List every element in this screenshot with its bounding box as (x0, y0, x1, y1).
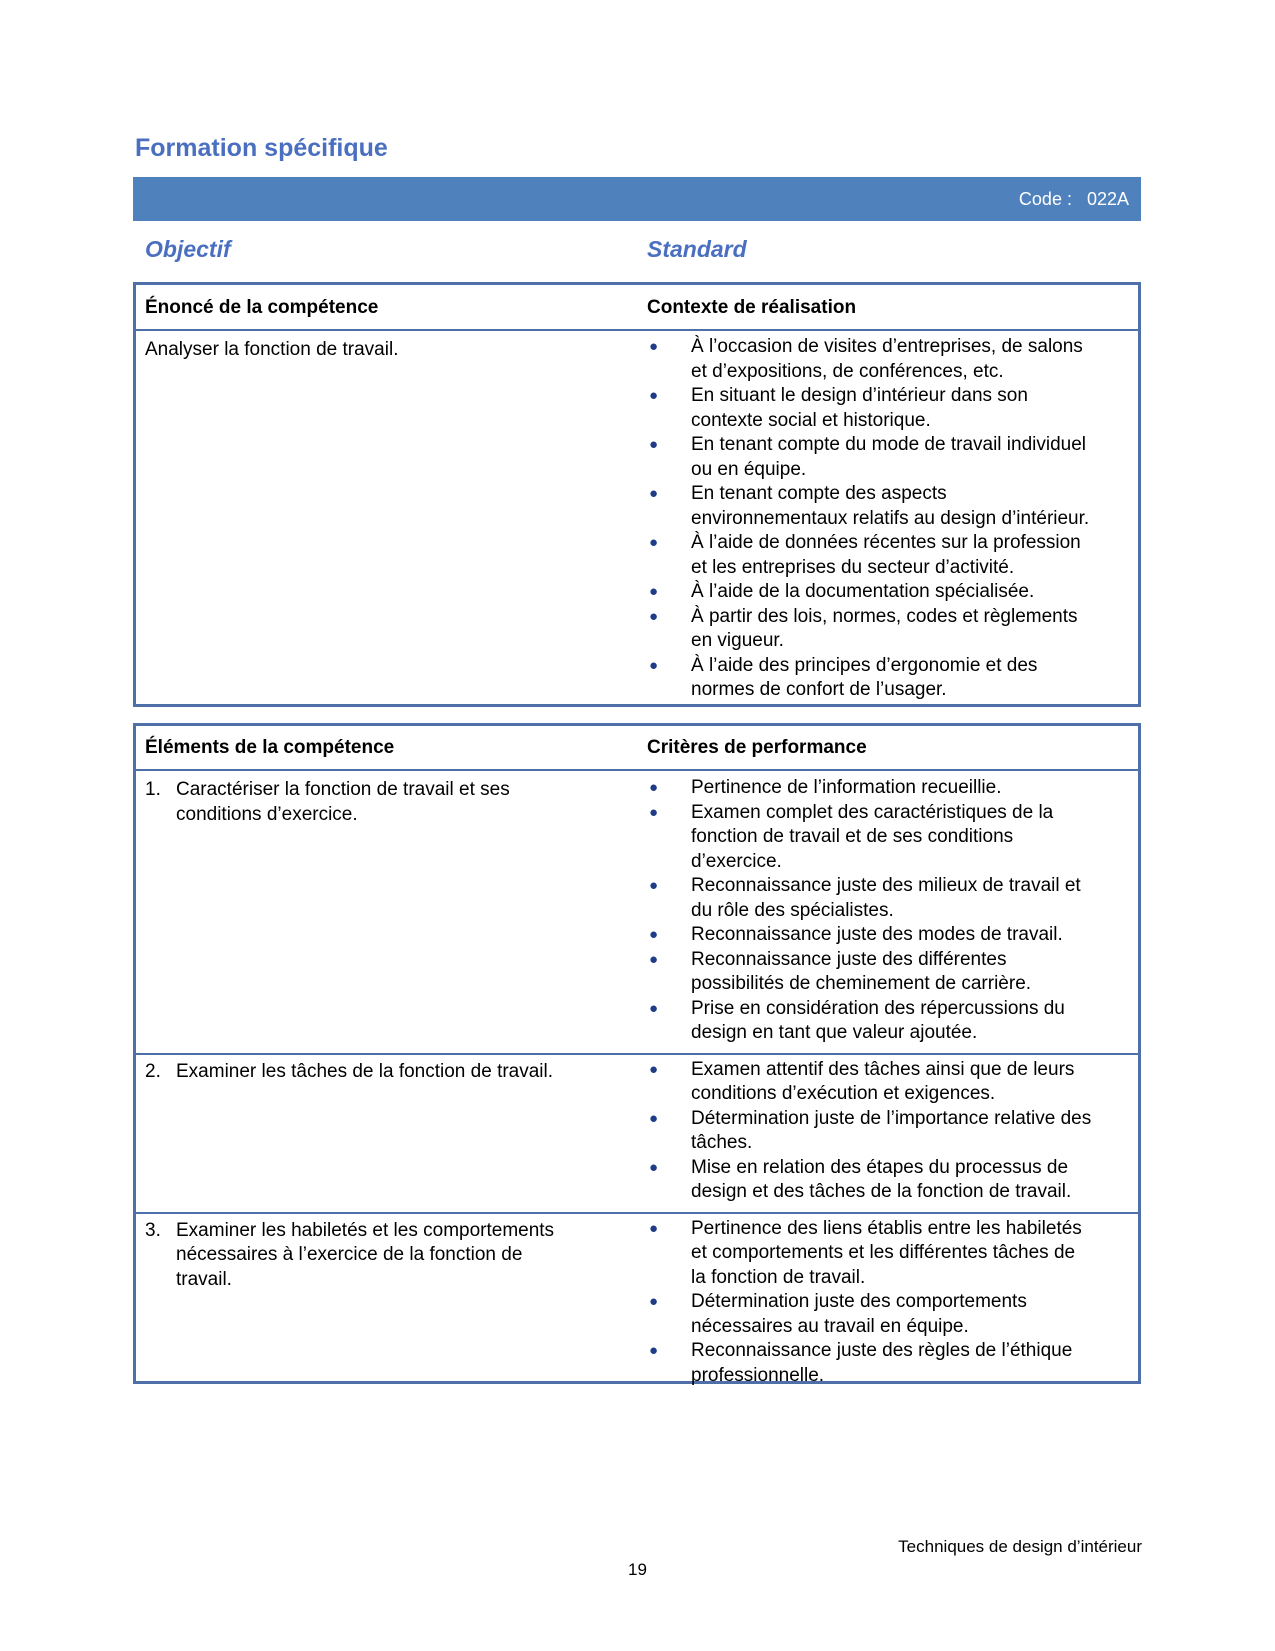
contexte-item-line: En situant le design d’intérieur dans son (691, 385, 1028, 406)
critere-item-line: conditions d’exécution et exigences. (691, 1083, 996, 1104)
bullet-icon: ● (649, 485, 659, 502)
element-text-line: nécessaires à l’exercice de la fonction de (176, 1244, 523, 1265)
code-bar (133, 177, 1141, 221)
bullet-icon: ● (649, 877, 659, 894)
critere-item-line: fonction de travail et de ses conditions (691, 826, 1014, 847)
contexte-item-line: normes de confort de l’usager. (691, 679, 947, 700)
competence-table (133, 282, 1141, 707)
header-divider (136, 769, 1138, 771)
element-text-line: conditions d’exercice. (176, 803, 358, 825)
enonce-text: Analyser la fonction de travail. (145, 339, 399, 360)
critere-item-line: design en tant que valeur ajoutée. (691, 1022, 978, 1043)
footer-program: Techniques de design d’intérieur (898, 1537, 1142, 1556)
element-number: 3. (145, 1219, 161, 1241)
critere-item-line: tâches. (691, 1132, 753, 1153)
bullet-icon: ● (649, 1060, 659, 1078)
bullet-icon: ● (649, 1109, 659, 1127)
bullet-icon: ● (649, 1219, 659, 1237)
bullet-icon: ● (649, 436, 659, 453)
bullet-icon: ● (649, 656, 659, 674)
element-text-line: Examiner les habiletés et les comportements (176, 1219, 555, 1241)
bullet-icon: ● (649, 926, 659, 943)
page-number: 19 (628, 1560, 647, 1579)
header-divider (136, 329, 1138, 331)
element-text-line: travail. (176, 1268, 232, 1290)
contexte-item-line: ou en équipe. (691, 458, 807, 480)
element-text-line: Examiner les tâches de la fonction de travail. (176, 1060, 554, 1082)
critere-item-line: professionnelle. (691, 1364, 825, 1386)
code-label: Code : 022A (1018, 189, 1129, 209)
critere-item-line: possibilités de cheminement de carrière. (691, 973, 1032, 994)
contexte-item-line: environnementaux relatifs au design d’intérieur. (691, 507, 1090, 529)
critere-item-line: Reconnaissance juste des milieux de travail et (691, 875, 1081, 896)
critere-item-line: Reconnaissance juste des règles de l’éthique (691, 1340, 1073, 1361)
contexte-item-line: En tenant compte du mode de travail individuel (691, 434, 1087, 455)
bullet-icon: ● (649, 583, 659, 600)
contexte-item-line: À l’aide de données récentes sur la profession (691, 532, 1081, 553)
critere-item-line: Examen attentif des tâches ainsi que de leurs (691, 1058, 1075, 1080)
criteres-header: Critères de performance (647, 737, 867, 758)
critere-item-line: et comportements et les différentes tâches de (691, 1242, 1076, 1263)
contexte-item-line: À l’aide des principes d’ergonomie et des (691, 654, 1038, 676)
critere-item-line: Prise en considération des répercussions du (691, 997, 1065, 1019)
section-title: Formation spécifique (135, 134, 388, 162)
bullet-icon: ● (649, 387, 659, 404)
critere-item-line: Pertinence de l’information recueillie. (691, 777, 1002, 798)
critere-item-line: d’exercice. (691, 850, 782, 872)
contexte-item-line: À l’aide de la documentation spécialisée. (691, 581, 1035, 602)
bullet-icon: ● (649, 1342, 659, 1359)
element-number: 2. (145, 1060, 161, 1082)
objectif-heading: Objectif (145, 236, 231, 262)
contexte-item-line: À l’occasion de visites d’entreprises, de salons (691, 336, 1083, 357)
critere-item-line: du rôle des spécialistes. (691, 899, 894, 921)
elements-table (133, 723, 1141, 1384)
row-divider (136, 1212, 1138, 1214)
critere-item-line: Reconnaissance juste des différentes (691, 948, 1007, 970)
enonce-header: Énoncé de la compétence (145, 297, 379, 318)
elements-header: Éléments de la compétence (145, 737, 395, 758)
critere-item-line: Détermination juste de l’importance relative des (691, 1107, 1092, 1129)
row-divider (136, 1053, 1138, 1055)
critere-item-line: Détermination juste des comportements (691, 1291, 1027, 1312)
bullet-icon: ● (649, 534, 659, 551)
contexte-item-line: À partir des lois, normes, codes et règlements (691, 605, 1078, 627)
bullet-icon: ● (649, 999, 659, 1017)
element-number: 1. (145, 779, 161, 800)
bullet-icon: ● (649, 803, 659, 821)
critere-item-line: Reconnaissance juste des modes de travail. (691, 924, 1063, 945)
critere-item-line: Pertinence des liens établis entre les habiletés (691, 1217, 1082, 1239)
critere-item-line: design et des tâches de la fonction de travail. (691, 1181, 1072, 1202)
contexte-header: Contexte de réalisation (647, 297, 857, 318)
critere-item-line: nécessaires au travail en équipe. (691, 1315, 969, 1337)
critere-item-line: Mise en relation des étapes du processus de (691, 1156, 1069, 1178)
contexte-item-line: contexte social et historique. (691, 409, 931, 431)
bullet-icon: ● (649, 607, 659, 625)
contexte-item-line: En tenant compte des aspects (691, 483, 947, 504)
critere-item-line: Examen complet des caractéristiques de la (691, 801, 1054, 823)
bullet-icon: ● (649, 338, 659, 355)
contexte-item-line: et d’expositions, de conférences, etc. (691, 360, 1004, 382)
bullet-icon: ● (649, 950, 659, 968)
contexte-item-line: et les entreprises du secteur d’activité. (691, 556, 1015, 578)
contexte-item-line: en vigueur. (691, 630, 784, 651)
bullet-icon: ● (649, 779, 659, 796)
standard-heading: Standard (647, 236, 747, 262)
critere-item-line: la fonction de travail. (691, 1266, 866, 1288)
bullet-icon: ● (649, 1158, 659, 1176)
element-text-line: Caractériser la fonction de travail et ses (176, 779, 510, 800)
bullet-icon: ● (649, 1293, 659, 1310)
